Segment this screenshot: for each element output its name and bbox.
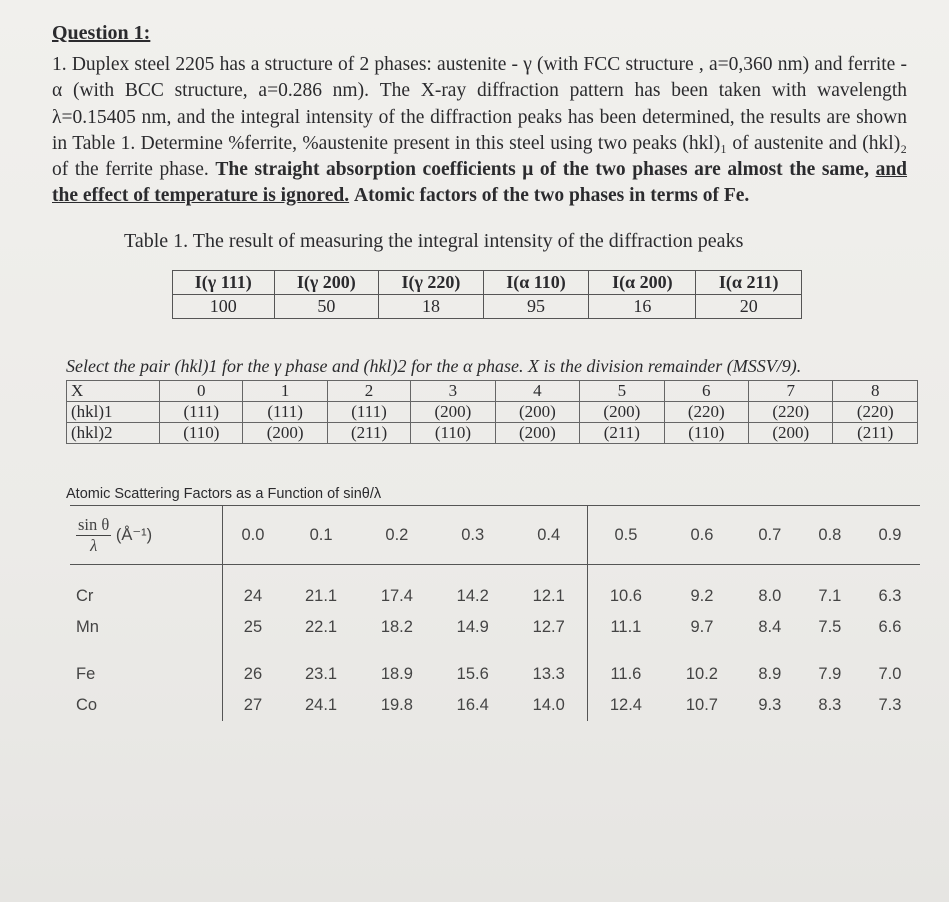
table-row bbox=[67, 381, 918, 402]
x-cell: 5 bbox=[580, 381, 664, 402]
element-label: Co bbox=[70, 690, 222, 721]
factor-cell: 17.4 bbox=[380, 587, 413, 605]
table-row bbox=[67, 402, 918, 423]
sin-theta-over-lambda-header bbox=[70, 506, 222, 565]
hkl1-cell: (220) bbox=[833, 402, 918, 423]
factor-cell: 10.6 bbox=[587, 581, 664, 612]
hkl2-cell: (110) bbox=[160, 423, 243, 444]
hkl2-cell: (200) bbox=[495, 423, 579, 444]
column-header: 0.4 bbox=[511, 506, 588, 565]
intensity-header: I(γ 111) bbox=[173, 271, 275, 295]
hkl2-cell: (211) bbox=[327, 423, 410, 444]
factor-cell: 9.3 bbox=[758, 696, 782, 714]
factor-cell: 9.2 bbox=[690, 587, 714, 605]
question-absorption-note: The straight absorption coefficients μ of the two phases are almost the same, bbox=[215, 159, 869, 181]
column-header: 0.1 bbox=[283, 506, 359, 565]
factor-cell: 14.9 bbox=[456, 618, 489, 636]
question-temperature-note: and the effect of temperature is ignored. bbox=[52, 159, 908, 207]
table-row bbox=[70, 690, 920, 721]
hkl2-cell: (110) bbox=[664, 423, 748, 444]
hkl1-cell: (111) bbox=[327, 402, 410, 423]
column-header: 0.2 bbox=[359, 506, 435, 565]
question-title: Question 1: bbox=[52, 22, 151, 44]
factor-cell: 11.6 bbox=[587, 659, 664, 690]
element-label: Fe bbox=[70, 659, 222, 690]
factor-cell: 7.1 bbox=[818, 587, 842, 605]
element-label: Mn bbox=[70, 612, 222, 643]
table1-caption: Table 1. The result of measuring the integral intensity of the diffraction peaks bbox=[124, 230, 744, 252]
x-cell: 0 bbox=[160, 381, 243, 402]
row-label: (hkl)1 bbox=[67, 402, 160, 423]
table-row bbox=[67, 423, 918, 444]
intensity-header: I(α 200) bbox=[589, 271, 696, 295]
factor-cell: 9.7 bbox=[690, 618, 714, 636]
factor-cell: 27 bbox=[243, 696, 263, 714]
scattering-factor-table bbox=[70, 505, 920, 721]
hkl1-cell: (111) bbox=[243, 402, 327, 423]
table-row bbox=[70, 612, 920, 643]
factor-cell: 6.6 bbox=[878, 618, 902, 636]
factor-cell: 22.1 bbox=[304, 618, 338, 636]
factor-cell: 23.1 bbox=[304, 665, 338, 683]
intensity-value: 50 bbox=[274, 295, 379, 319]
hkl1-cell: (200) bbox=[580, 402, 664, 423]
hkl2-cell: (110) bbox=[411, 423, 495, 444]
table3-caption: Atomic Scattering Factors as a Function of sinθ/λ bbox=[66, 486, 382, 502]
x-cell: 1 bbox=[243, 381, 327, 402]
x-cell: 4 bbox=[495, 381, 579, 402]
hkl2-cell: (200) bbox=[243, 423, 327, 444]
intensity-table bbox=[172, 270, 802, 319]
factor-cell: 10.2 bbox=[685, 665, 718, 683]
question-body: 1. Duplex steel 2205 has a structure of 2 phases: austenite - γ (with FCC structure , a=0,360 nm) and ferrite - α (with BCC structure, a=0.286 nm). The X-ray diffraction pattern has been taken with wavelength λ=0.15405 nm, and the integral intensity of the diffraction peaks has been determined, the results are shown in Table 1. Determine %ferrite, %austenite present in this steel using two peaks (hkl)₁ of austenite and (hkl)₂ of the ferrite phase. bbox=[52, 54, 907, 181]
row-label: (hkl)2 bbox=[67, 423, 160, 444]
table-row bbox=[70, 581, 920, 612]
hkl-selection-table bbox=[66, 380, 918, 444]
intensity-header: I(γ 200) bbox=[274, 271, 379, 295]
column-header: 0.9 bbox=[860, 506, 920, 565]
x-cell: 8 bbox=[833, 381, 918, 402]
scattering-header-row bbox=[70, 506, 920, 565]
hkl2-cell: (211) bbox=[833, 423, 918, 444]
unit-label: (Å⁻¹) bbox=[115, 525, 153, 544]
hkl1-cell: (200) bbox=[495, 402, 579, 423]
x-cell: 6 bbox=[664, 381, 748, 402]
factor-cell: 16.4 bbox=[456, 696, 489, 714]
table2-caption: Select the pair (hkl)1 for the γ phase and (hkl)2 for the α phase. X is the division remainder (MSSV/9). bbox=[66, 356, 802, 376]
factor-cell: 14.2 bbox=[456, 587, 489, 605]
intensity-value: 95 bbox=[483, 295, 589, 319]
intensity-value: 20 bbox=[696, 295, 802, 319]
intensity-header: I(γ 220) bbox=[379, 271, 484, 295]
column-header: 0.6 bbox=[664, 506, 740, 565]
factor-cell: 7.9 bbox=[818, 665, 842, 683]
factor-cell: 11.1 bbox=[587, 612, 664, 643]
hkl1-cell: (220) bbox=[749, 402, 833, 423]
factor-cell: 12.1 bbox=[532, 587, 565, 605]
factor-cell: 12.7 bbox=[532, 618, 565, 636]
column-header: 0.5 bbox=[587, 506, 664, 565]
factor-cell: 25 bbox=[243, 618, 263, 636]
factor-cell: 14.0 bbox=[532, 696, 565, 714]
fraction-denominator: λ bbox=[90, 535, 98, 555]
hkl2-cell: (200) bbox=[749, 423, 833, 444]
column-header: 0.7 bbox=[740, 506, 800, 565]
table-row bbox=[70, 659, 920, 690]
factor-cell: 12.4 bbox=[587, 690, 664, 721]
question-atomic-factor-note: Atomic factors of the two phases in terms of Fe. bbox=[353, 185, 750, 207]
x-cell: 3 bbox=[411, 381, 495, 402]
factor-cell: 24.1 bbox=[304, 696, 338, 714]
factor-cell: 19.8 bbox=[380, 696, 413, 714]
fraction-numerator: sin θ bbox=[78, 514, 110, 534]
factor-cell: 18.9 bbox=[380, 665, 413, 683]
factor-cell: 18.2 bbox=[380, 618, 413, 636]
hkl1-cell: (220) bbox=[664, 402, 748, 423]
intensity-value: 100 bbox=[173, 295, 275, 319]
factor-cell: 8.3 bbox=[818, 696, 842, 714]
x-cell: 2 bbox=[327, 381, 410, 402]
hkl2-cell: (211) bbox=[580, 423, 664, 444]
factor-cell: 24 bbox=[243, 587, 263, 605]
factor-cell: 7.3 bbox=[878, 696, 902, 714]
factor-cell: 8.4 bbox=[758, 618, 782, 636]
question-text bbox=[52, 52, 907, 210]
column-header: 0.3 bbox=[435, 506, 511, 565]
column-header: 0.8 bbox=[800, 506, 860, 565]
factor-cell: 15.6 bbox=[456, 665, 489, 683]
factor-cell: 8.9 bbox=[758, 665, 782, 683]
factor-cell: 7.5 bbox=[818, 618, 842, 636]
factor-cell: 13.3 bbox=[532, 665, 565, 683]
sin-theta-fraction bbox=[76, 515, 111, 556]
hkl1-cell: (111) bbox=[160, 402, 243, 423]
factor-cell: 7.0 bbox=[878, 665, 902, 683]
intensity-value-row bbox=[173, 295, 802, 319]
column-header: 0.0 bbox=[222, 506, 283, 565]
factor-cell: 8.0 bbox=[758, 587, 782, 605]
element-label: Cr bbox=[70, 581, 222, 612]
factor-cell: 21.1 bbox=[304, 587, 338, 605]
factor-cell: 26 bbox=[243, 665, 263, 683]
x-cell: 7 bbox=[749, 381, 833, 402]
intensity-value: 16 bbox=[589, 295, 696, 319]
intensity-value: 18 bbox=[379, 295, 484, 319]
factor-cell: 10.7 bbox=[685, 696, 718, 714]
intensity-header-row bbox=[173, 271, 802, 295]
intensity-header: I(α 110) bbox=[483, 271, 589, 295]
hkl1-cell: (200) bbox=[411, 402, 495, 423]
intensity-header: I(α 211) bbox=[696, 271, 802, 295]
factor-cell: 6.3 bbox=[878, 587, 902, 605]
row-label: X bbox=[67, 381, 160, 402]
